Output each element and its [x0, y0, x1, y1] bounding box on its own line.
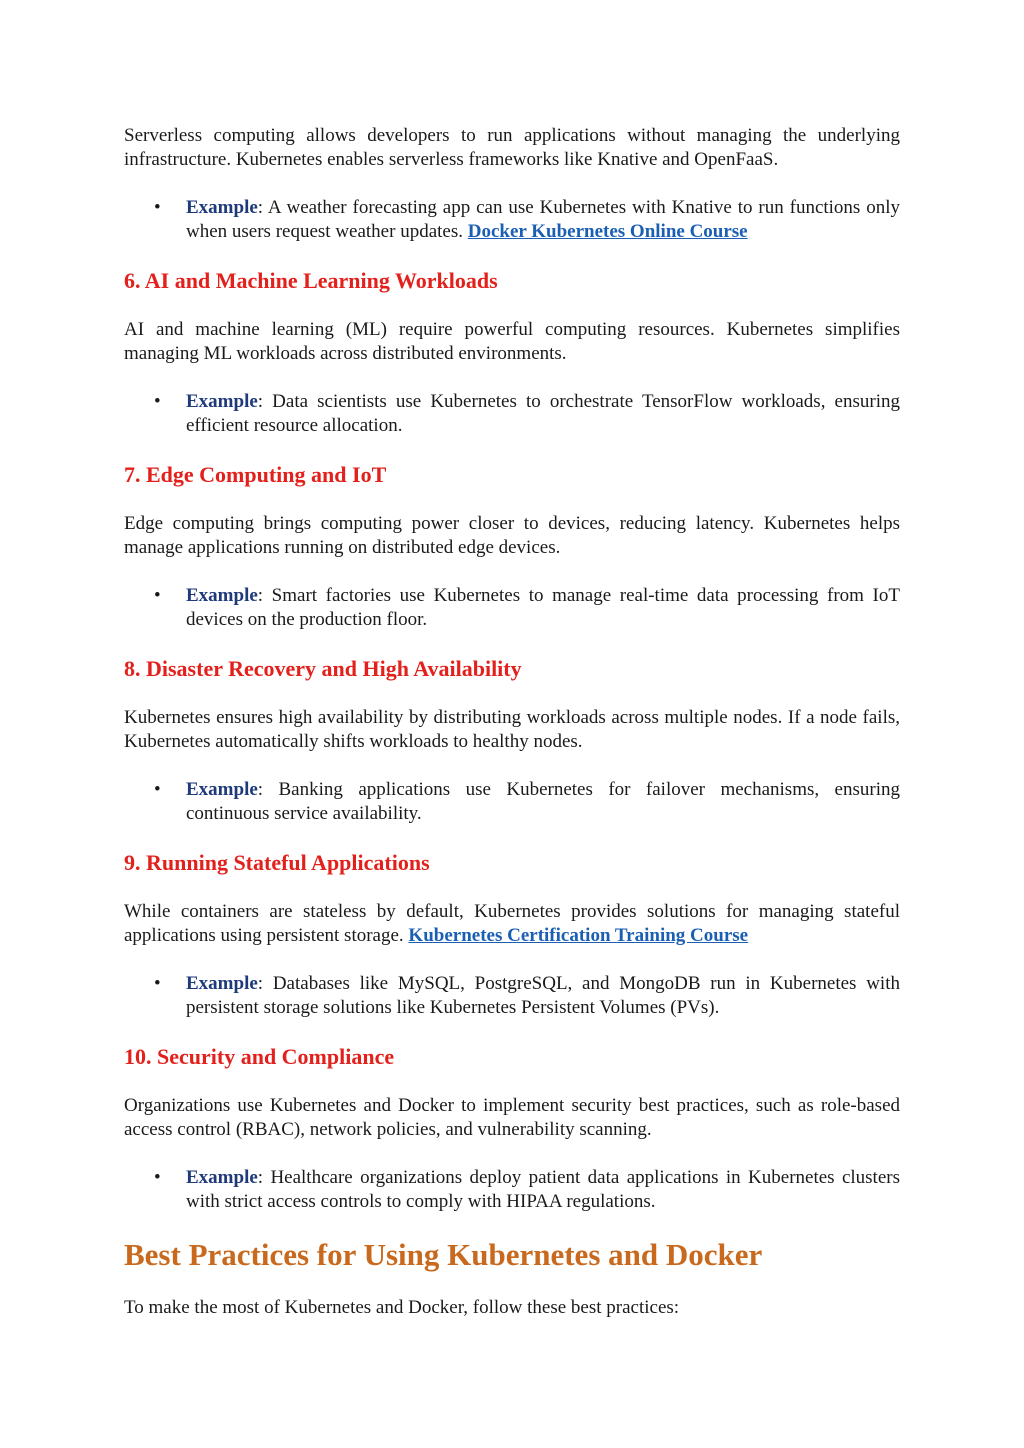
security-paragraph: Organizations use Kubernetes and Docker to implement security best practices, such as role-based access control (RBAC), network policies, and vulnerability scanning. — [124, 1095, 900, 1140]
section-heading-stateful: 9. Running Stateful Applications — [124, 850, 430, 875]
bullet-icon: • — [154, 585, 161, 606]
edge-iot-paragraph: Edge computing brings computing power closer to devices, reducing latency. Kubernetes helps manage applications running on distributed edge devices. — [124, 513, 900, 558]
example-text: Example: Banking applications use Kubernetes for failover mechanisms, ensuring continuous service availability. — [186, 779, 900, 824]
stateful-paragraph: While containers are stateless by default, Kubernetes provides solutions for managing stateful applications using persistent storage. Kubernetes Certification Training Course — [124, 901, 900, 946]
example-label: Example — [186, 391, 258, 412]
list-item — [124, 778, 900, 826]
serverless-paragraph: Serverless computing allows developers to run applications without managing the underlying infrastructure. Kubernetes enables serverless frameworks like Knative and OpenFaaS. — [124, 125, 900, 170]
list-item — [124, 584, 900, 632]
example-text: Example: Healthcare organizations deploy patient data applications in Kubernetes clusters with strict access controls to comply with HIPAA regulations. — [186, 1167, 900, 1212]
example-label: Example — [186, 585, 258, 606]
example-text: Example: Data scientists use Kubernetes to orchestrate TensorFlow workloads, ensuring efficient resource allocation. — [186, 391, 900, 436]
bullet-icon: • — [154, 973, 161, 994]
bullet-icon: • — [154, 197, 161, 218]
bullet-icon: • — [154, 779, 161, 800]
example-text: Example: Smart factories use Kubernetes to manage real-time data processing from IoT devices on the production floor. — [186, 585, 900, 630]
best-practices-intro: To make the most of Kubernetes and Docker, follow these best practices: — [124, 1297, 680, 1318]
bullet-icon: • — [154, 391, 161, 412]
ai-ml-paragraph: AI and machine learning (ML) require powerful computing resources. Kubernetes simplifies managing ML workloads across distributed environments. — [124, 319, 900, 364]
list-item — [124, 972, 900, 1020]
bullet-icon: • — [154, 1167, 161, 1188]
example-text: Example: A weather forecasting app can use Kubernetes with Knative to run functions only when users request weather updates. Docker Kubernetes Online Course — [186, 197, 900, 242]
list-item — [124, 390, 900, 438]
kubernetes-certification-course-link[interactable]: Kubernetes Certification Training Course — [408, 925, 749, 946]
docker-kubernetes-course-link[interactable]: Docker Kubernetes Online Course — [467, 221, 748, 242]
example-label: Example — [186, 973, 258, 994]
example-label: Example — [186, 779, 258, 800]
example-label: Example — [186, 197, 258, 218]
section-heading-edge-iot: 7. Edge Computing and IoT — [124, 462, 387, 487]
best-practices-heading: Best Practices for Using Kubernetes and Docker — [124, 1237, 763, 1272]
list-item — [124, 196, 900, 244]
list-item — [124, 1166, 900, 1214]
section-heading-security: 10. Security and Compliance — [124, 1044, 395, 1069]
section-heading-ai-ml: 6. AI and Machine Learning Workloads — [124, 268, 498, 293]
disaster-recovery-paragraph: Kubernetes ensures high availability by distributing workloads across multiple nodes. If a node fails, Kubernetes automatically shifts workloads to healthy nodes. — [124, 707, 900, 752]
example-label: Example — [186, 1167, 258, 1188]
example-text: Example: Databases like MySQL, PostgreSQL, and MongoDB run in Kubernetes with persistent storage solutions like Kubernetes Persistent Volumes (PVs). — [186, 973, 900, 1018]
section-heading-disaster-recovery: 8. Disaster Recovery and High Availability — [124, 656, 522, 681]
